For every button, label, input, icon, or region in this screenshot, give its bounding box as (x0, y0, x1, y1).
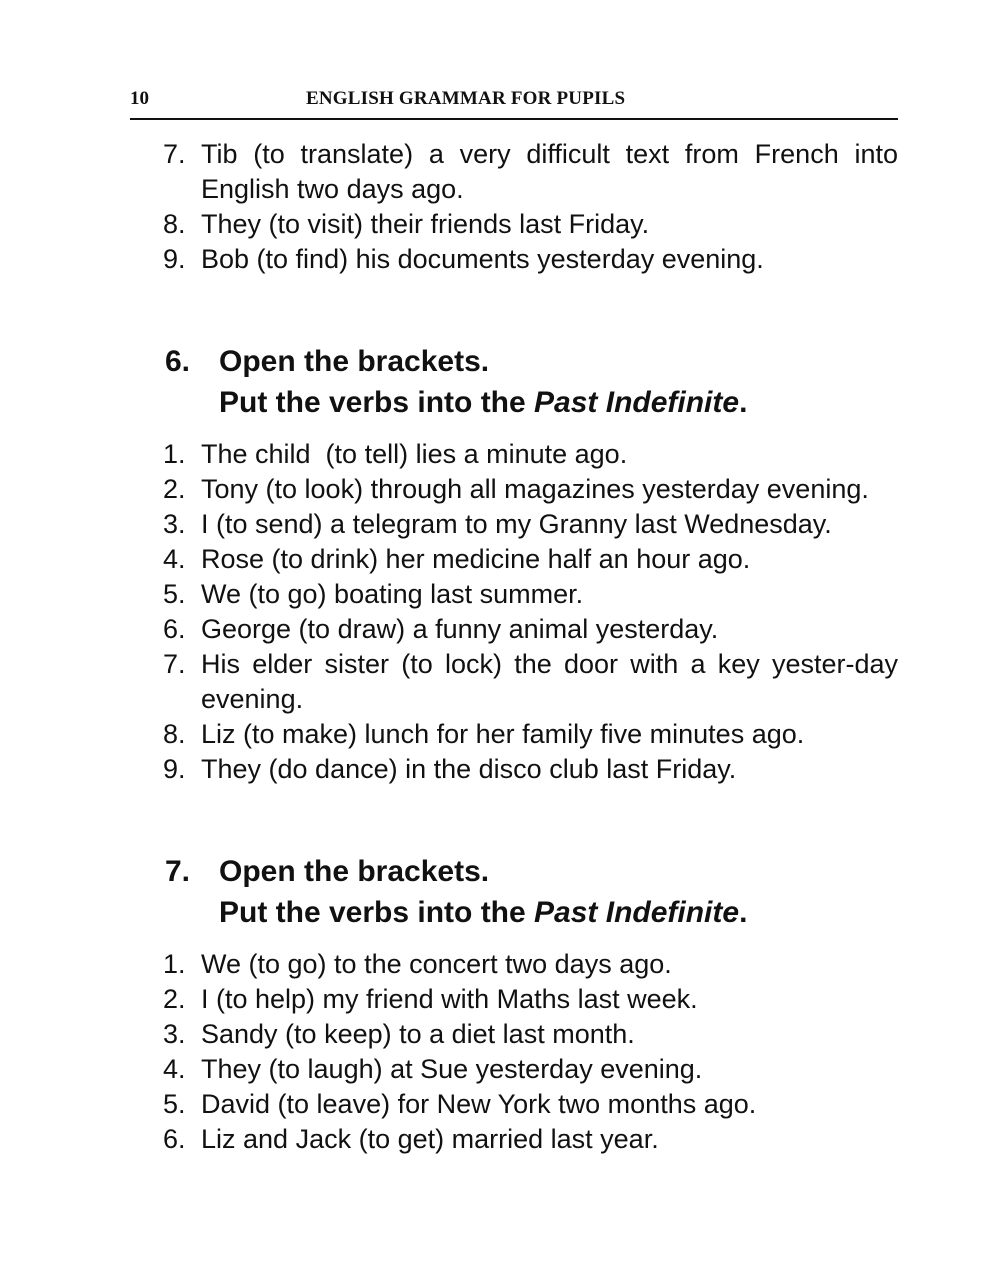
list-item (163, 472, 898, 507)
running-title: ENGLISH GRAMMAR FOR PUPILS (306, 88, 626, 109)
exercise-instruction-line1: Open the brackets. (219, 345, 490, 378)
exercise-6-heading (165, 341, 898, 423)
list-item (163, 207, 898, 242)
page-content (163, 137, 898, 1157)
list-item (163, 647, 898, 717)
tense-name: Past Indefinite (534, 386, 740, 419)
item-text: Liz (to make) lunch for her family five minutes ago. (201, 719, 805, 749)
list-item (163, 242, 898, 277)
item-number: 4. (163, 544, 186, 574)
item-text: His elder sister (to lock) the door with a key yester-day evening. (201, 649, 898, 714)
item-number: 2. (163, 474, 186, 504)
item-number: 2. (163, 984, 186, 1014)
exercise-7-list (163, 947, 898, 1157)
instruction-period: . (739, 896, 748, 929)
page-number: 10 (130, 88, 149, 109)
item-number: 7. (163, 649, 186, 679)
list-item (163, 1052, 898, 1087)
item-text: George (to draw) a funny animal yesterday. (201, 614, 719, 644)
item-number: 8. (163, 719, 186, 749)
list-item (163, 542, 898, 577)
item-text: David (to leave) for New York two months ago. (201, 1089, 757, 1119)
instruction-prefix: Put the verbs into the (219, 386, 535, 419)
item-number: 6. (163, 1124, 186, 1154)
list-item (163, 577, 898, 612)
list-item (163, 982, 898, 1017)
item-text: We (to go) boating last summer. (201, 579, 584, 609)
item-text: Liz and Jack (to get) married last year. (201, 1124, 659, 1154)
list-item (163, 752, 898, 787)
item-text: They (to laugh) at Sue yesterday evening. (201, 1054, 703, 1084)
instruction-period: . (739, 386, 748, 419)
item-number: 1. (163, 949, 186, 979)
list-item (163, 947, 898, 982)
item-text: Bob (to find) his documents yesterday evening. (201, 244, 764, 274)
item-number: 9. (163, 754, 186, 784)
item-number: 7. (163, 139, 186, 169)
item-text: They (to visit) their friends last Friday. (201, 209, 650, 239)
item-text: We (to go) to the concert two days ago. (201, 949, 672, 979)
page-header (130, 86, 898, 120)
continued-exercise-list (163, 137, 898, 277)
instruction-prefix: Put the verbs into the (219, 896, 535, 929)
exercise-number: 7. (165, 855, 191, 888)
exercise-instruction-line2 (219, 892, 747, 933)
item-text: I (to help) my friend with Maths last week. (201, 984, 698, 1014)
list-item (163, 1017, 898, 1052)
item-text: Rose (to drink) her medicine half an hour ago. (201, 544, 751, 574)
item-number: 4. (163, 1054, 186, 1084)
item-text: Sandy (to keep) to a diet last month. (201, 1019, 635, 1049)
exercise-instruction-line1: Open the brackets. (219, 855, 490, 888)
item-text: Tony (to look) through all magazines yesterday evening. (201, 474, 869, 504)
exercise-6-list (163, 437, 898, 787)
exercise-number: 6. (165, 345, 191, 378)
list-item (163, 612, 898, 647)
item-number: 6. (163, 614, 186, 644)
exercise-7-heading (165, 851, 898, 933)
list-item (163, 437, 898, 472)
item-text: The child (to tell) lies a minute ago. (201, 439, 628, 469)
item-number: 1. (163, 439, 186, 469)
list-item (163, 717, 898, 752)
list-item (163, 1122, 898, 1157)
item-text: I (to send) a telegram to my Granny last Wednesday. (201, 509, 832, 539)
tense-name: Past Indefinite (534, 896, 740, 929)
item-number: 5. (163, 1089, 186, 1119)
item-number: 3. (163, 509, 186, 539)
list-item (163, 137, 898, 207)
item-number: 5. (163, 579, 186, 609)
exercise-instruction-line2 (219, 382, 747, 423)
item-text: They (do dance) in the disco club last Friday. (201, 754, 737, 784)
item-number: 9. (163, 244, 186, 274)
list-item (163, 1087, 898, 1122)
list-item (163, 507, 898, 542)
item-number: 8. (163, 209, 186, 239)
item-number: 3. (163, 1019, 186, 1049)
item-text: Tib (to translate) a very difficult text from French into English two days ago. (201, 139, 898, 204)
